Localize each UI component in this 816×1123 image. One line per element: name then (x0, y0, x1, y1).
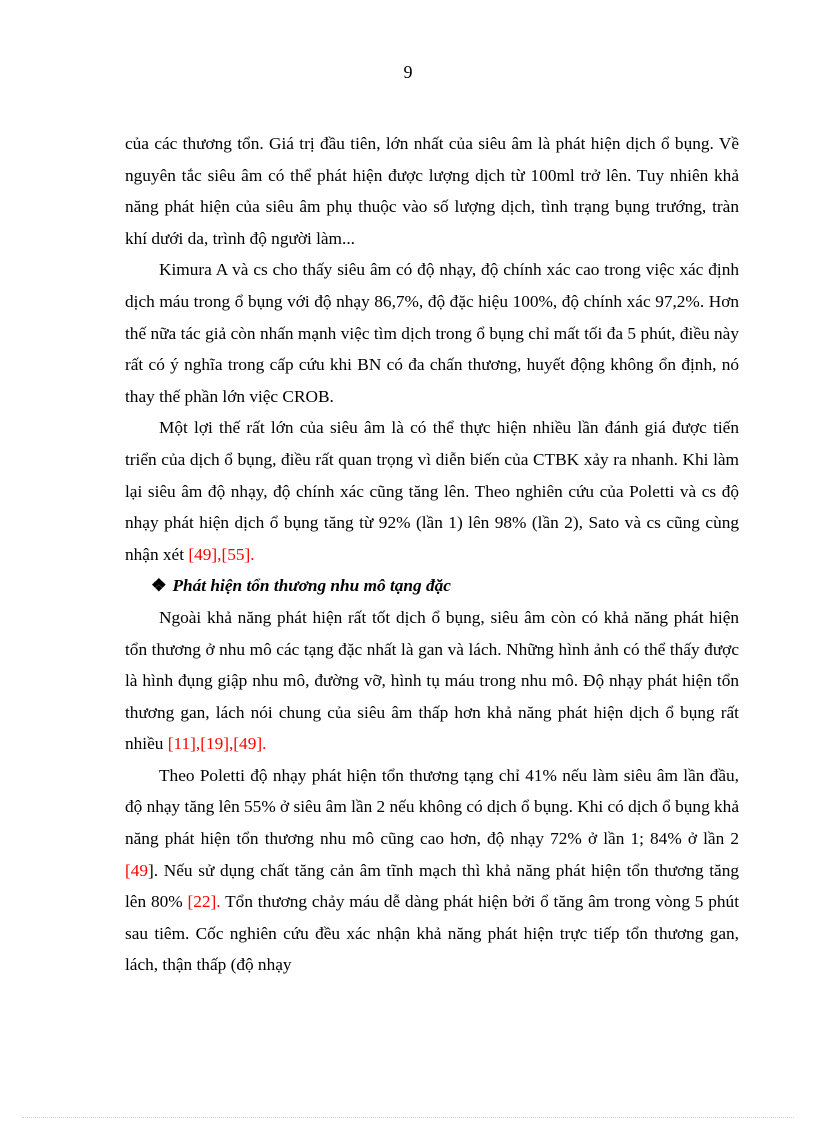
section-heading-text: Phát hiện tổn thương nhu mô tạng đặc (172, 576, 451, 596)
paragraph-3 (125, 412, 739, 570)
page-number: 9 (403, 62, 413, 82)
paragraph-5 (125, 760, 739, 981)
paragraph-5-text: Theo Poletti độ nhạy phát hiện tổn thương tạng chỉ 41% nếu làm siêu âm lần đầu, độ nhạy tăng lên 55% ở siêu âm lần 2 nếu không có dịch ổ bụng. Khi có dịch ổ bụng khả năng phát hiện tổn thương nhu mô cũng cao hơn, độ nhạy 72% ở lần 1; 84% ở lần 2 (125, 765, 739, 849)
paragraph-2: Kimura A và cs cho thấy siêu âm có độ nhạy, độ chính xác cao trong việc xác định dịch máu trong ổ bụng với độ nhạy 86,7%, độ đặc hiệu 100%, độ chính xác 97,2%. Hơn thế nữa tác giả còn nhấn mạnh việc tìm dịch trong ổ bụng chỉ mất tối đa 5 phút, điều này rất có ý nghĩa trong cấp cứu khi BN có đa chấn thương, huyết động không ổn định, nó thay thế phần lớn việc CROB. (125, 260, 739, 406)
diamond-bullet-icon: ❖ (151, 576, 167, 596)
paragraph-5-text: ]. Nếu sử dụng chất tăng cản âm tĩnh mạch thì khả năng phát hiện tổn thương tăng lên 80% (125, 860, 739, 912)
citation-ref: [49],[55]. (188, 544, 255, 564)
paragraph-1: của các thương tổn. Giá trị đầu tiên, lớn nhất của siêu âm là phát hiện dịch ổ bụng. Về nguyên tắc siêu âm có thể phát hiện được lượng dịch từ 100ml trở lên. Tuy nhiên khả năng phát hiện của siêu âm phụ thuộc vào số lượng dịch, tình trạng bụng trướng, tràn khí dưới da, trình độ người làm... (125, 134, 739, 248)
citation-ref: [22]. (187, 892, 221, 912)
paragraph-3-text: Một lợi thế rất lớn của siêu âm là có thể thực hiện nhiều lần đánh giá được tiến triển của dịch ổ bụng, điều rất quan trọng vì diễn biến của CTBK xảy ra nhanh. Khi làm lại siêu âm độ nhạy, độ chính xác cũng tăng lên. Theo nghiên cứu của Poletti và cs độ nhạy phát hiện dịch ổ bụng tăng từ 92% (lần 1) lên 98% (lần 2), Sato và cs cũng cùng nhận xét (125, 418, 739, 564)
paragraph-5-text: Tổn thương chảy máu dễ dàng phát hiện bởi ổ tăng âm trong vòng 5 phút sau tiêm. Cốc nghiên cứu đều xác nhận khả năng phát hiện trực tiếp tổn thương gan, lách, thận thấp (độ nhạy (125, 892, 739, 975)
document-body (125, 128, 739, 981)
paragraph-4-text: Ngoài khả năng phát hiện rất tốt dịch ổ bụng, siêu âm còn có khả năng phát hiện tổn thương ở nhu mô các tạng đặc nhất là gan và lách. Những hình ảnh có thể thấy được là hình đụng giập nhu mô, đường vỡ, hình tụ máu trong nhu mô. Độ nhạy phát hiện tổn thương gan, lách nói chung của siêu âm thấp hơn khả năng phát hiện dịch ổ bụng rất nhiều (125, 607, 739, 754)
citation-ref: [49 (125, 860, 149, 880)
footer-divider (22, 1117, 794, 1118)
paragraph-4 (125, 602, 739, 760)
section-heading (151, 570, 739, 602)
citation-ref: [11],[19],[49]. (167, 734, 267, 754)
